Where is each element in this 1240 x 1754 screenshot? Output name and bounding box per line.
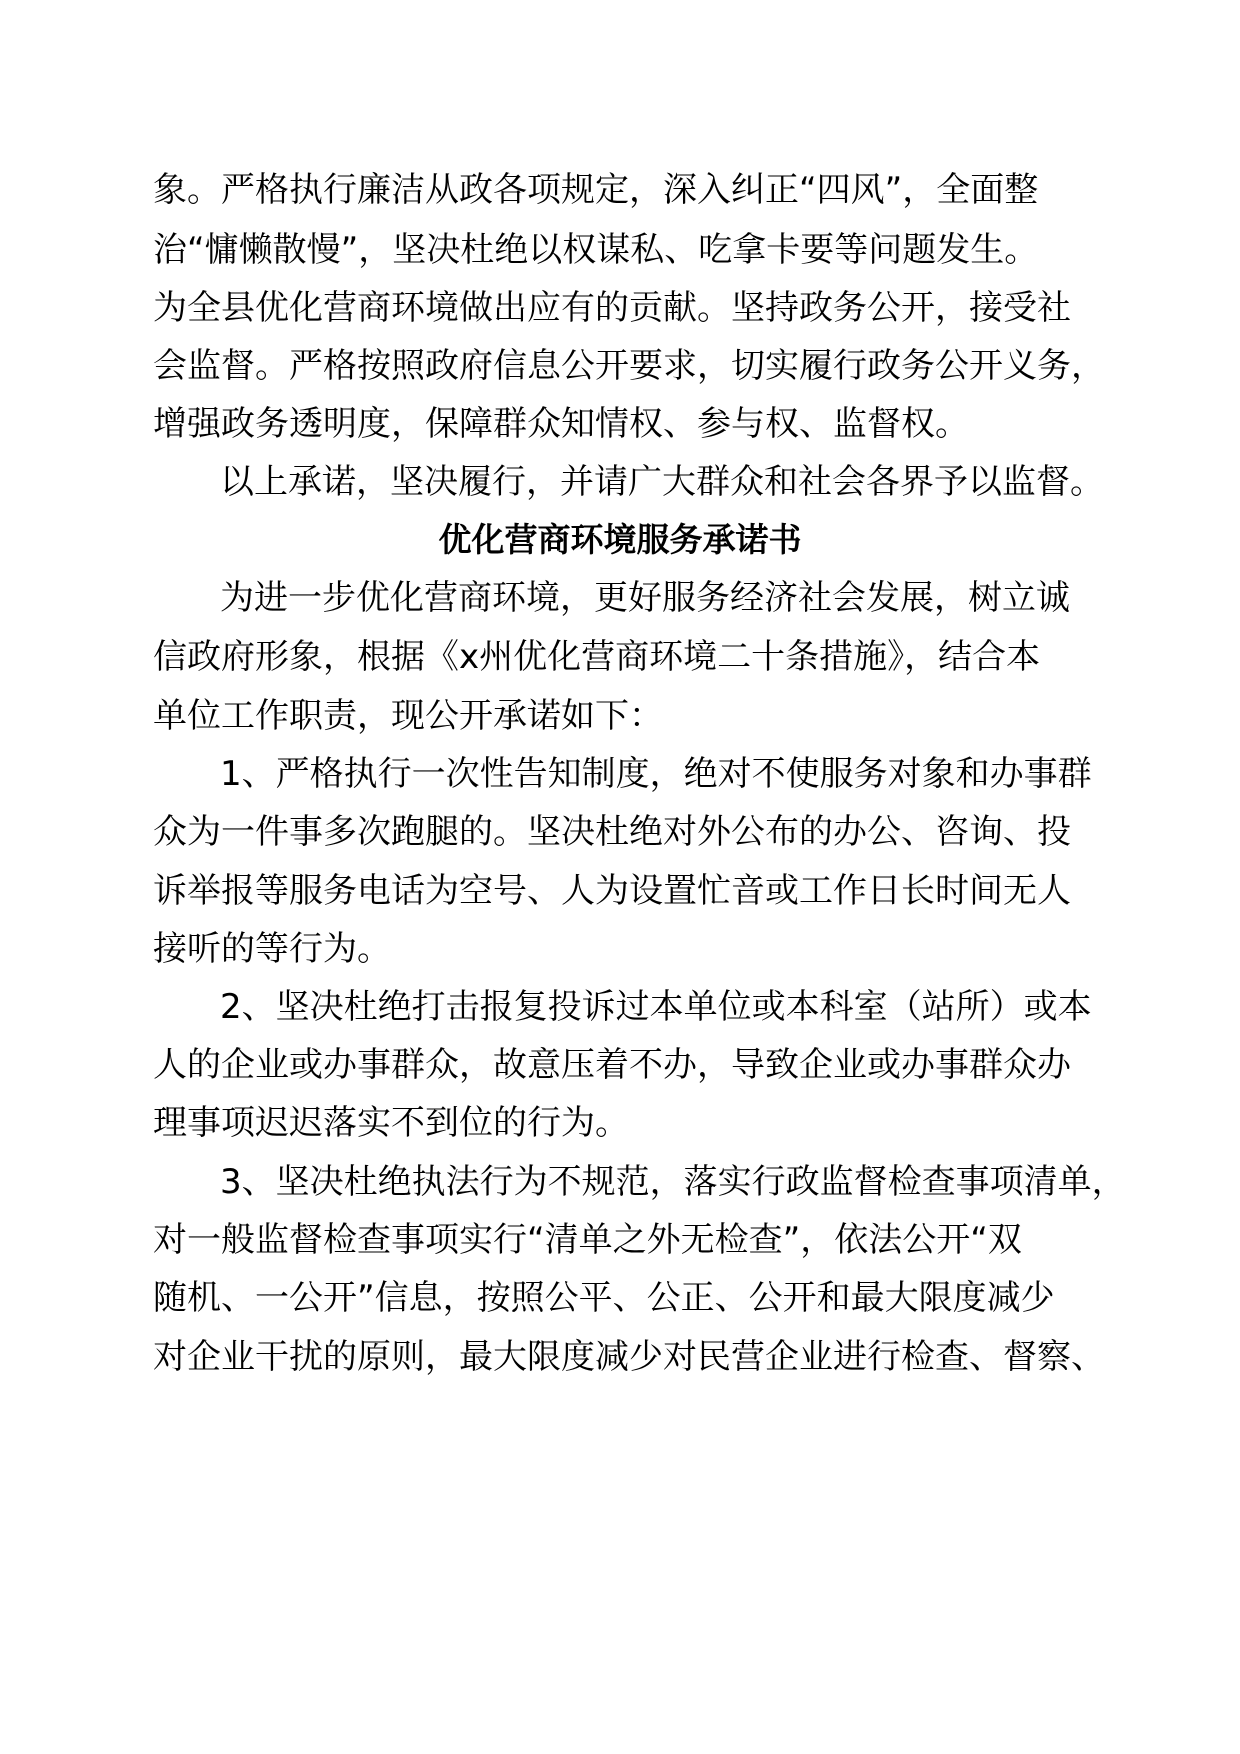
paragraph-line: 对企业干扰的原则，最大限度减少对民营企业进行检查、督察、 [153, 1337, 1105, 1377]
paragraph-line: 随机、一公开”信息，按照公平、公正、公开和最大限度减少 [153, 1278, 1055, 1318]
document-title: 优化营商环境服务承诺书 [438, 520, 802, 559]
paragraph-line: 治“慵懒散慢”，坚决杜绝以权谋私、吃拿卡要等问题发生。 [153, 230, 1039, 270]
paragraph-line: 人的企业或办事群众，故意压着不办，导致企业或办事群众办 [153, 1045, 1071, 1085]
paragraph-line: 3、坚决杜绝执法行为不规范，落实行政监督检查事项清单， [220, 1162, 1126, 1202]
paragraph-line: 诉举报等服务电话为空号、人为设置忙音或工作日长时间无人 [153, 871, 1071, 911]
paragraph-line: 增强政务透明度，保障群众知情权、参与权、监督权。 [153, 404, 969, 444]
paragraph-line: 2、坚决杜绝打击报复投诉过本单位或本科室（站所）或本 [220, 987, 1092, 1027]
paragraph-line: 接听的等行为。 [153, 929, 391, 969]
paragraph-line: 1、严格执行一次性告知制度，绝对不使服务对象和办事群 [220, 754, 1092, 794]
paragraph-line: 对一般监督检查事项实行“清单之外无检查”，依法公开“双 [153, 1220, 1022, 1260]
paragraph-line: 为全县优化营商环境做出应有的贡献。坚持政务公开，接受社 [153, 288, 1071, 328]
paragraph-line: 为进一步优化营商环境，更好服务经济社会发展，树立诚 [220, 578, 1070, 618]
paragraph-line: 理事项迟迟落实不到位的行为。 [153, 1103, 629, 1143]
paragraph-line: 象。严格执行廉洁从政各项规定，深入纠正“四风”，全面整 [153, 170, 1039, 210]
paragraph-line: 以上承诺，坚决履行，并请广大群众和社会各界予以监督。 [220, 462, 1104, 502]
paragraph-line: 众为一件事多次跑腿的。坚决杜绝对外公布的办公、咨询、投 [153, 812, 1071, 852]
paragraph-line: 单位工作职责，现公开承诺如下： [153, 696, 663, 736]
paragraph-line: 信政府形象，根据《x州优化营商环境二十条措施》，结合本 [153, 637, 1041, 677]
paragraph-line: 会监督。严格按照政府信息公开要求，切实履行政务公开义务， [153, 346, 1105, 386]
